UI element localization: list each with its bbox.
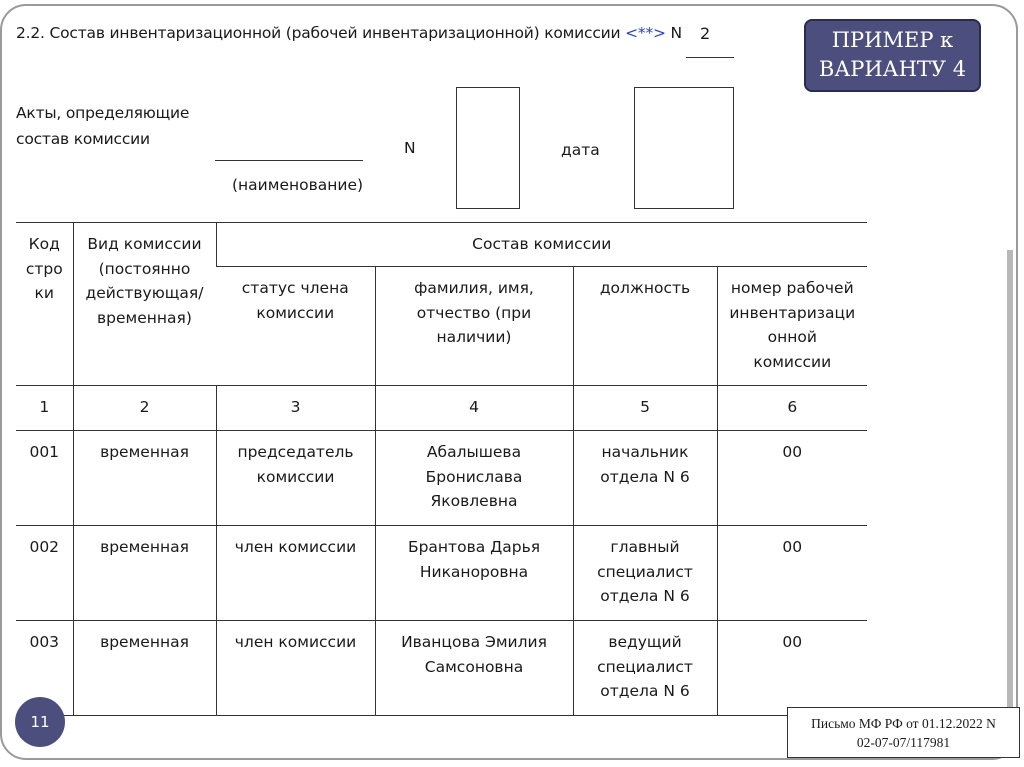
col-type-header: Вид комиссии (постоянно действующая/ временная) bbox=[73, 223, 216, 386]
example-badge-line1: ПРИМЕР к bbox=[831, 28, 954, 52]
row-workno: 00 bbox=[717, 621, 867, 716]
table-row bbox=[16, 431, 867, 526]
table-row bbox=[16, 621, 867, 716]
column-number: 2 bbox=[73, 386, 216, 431]
section-heading bbox=[16, 24, 682, 42]
col-status-header: статус члена комиссии bbox=[216, 267, 375, 386]
row-code: 001 bbox=[16, 431, 73, 526]
act-date-label: дата bbox=[561, 141, 600, 159]
act-name-caption: (наименование) bbox=[232, 176, 364, 194]
act-date-box bbox=[634, 87, 734, 209]
col-position-header: должность bbox=[573, 267, 717, 386]
row-position: начальник отдела N 6 bbox=[573, 431, 717, 526]
acts-label-line1: Акты, определяющие bbox=[16, 104, 190, 122]
column-number: 6 bbox=[717, 386, 867, 431]
row-fio: Иванцова Эмилия Самсоновна bbox=[375, 621, 573, 716]
column-number: 5 bbox=[573, 386, 717, 431]
row-workno: 00 bbox=[717, 526, 867, 621]
group-header-composition: Состав комиссии bbox=[216, 223, 867, 267]
col-code-header: Код стро ки bbox=[16, 223, 73, 386]
row-type: временная bbox=[73, 621, 216, 716]
table-header-row bbox=[16, 223, 867, 267]
act-number-box bbox=[456, 87, 520, 209]
act-name-underline bbox=[215, 160, 363, 161]
row-status: член комиссии bbox=[216, 621, 375, 716]
row-status: председатель комиссии bbox=[216, 431, 375, 526]
row-workno: 00 bbox=[717, 431, 867, 526]
row-fio: Брантова Дарья Никаноровна bbox=[375, 526, 573, 621]
column-number: 3 bbox=[216, 386, 375, 431]
act-number-label: N bbox=[404, 139, 416, 157]
slide-edge-bar bbox=[1007, 250, 1013, 720]
source-line2: 02-07-07/117981 bbox=[856, 735, 951, 750]
col-workno-header: номер рабочей инвентаризаци онной комиссии bbox=[717, 267, 867, 386]
slide-number-badge: 11 bbox=[15, 697, 65, 747]
row-position: главный специалист отдела N 6 bbox=[573, 526, 717, 621]
row-position: ведущий специалист отдела N 6 bbox=[573, 621, 717, 716]
example-badge-line2: ВАРИАНТУ 4 bbox=[818, 57, 967, 81]
commission-table bbox=[16, 222, 867, 716]
heading-number-label: N bbox=[665, 24, 682, 42]
column-number: 1 bbox=[16, 386, 73, 431]
footnote-mark: <**> bbox=[625, 24, 666, 42]
heading-text: 2.2. Состав инвентаризационной (рабочей инвентаризационной) комиссии bbox=[16, 24, 626, 42]
acts-label-line2: состав комиссии bbox=[16, 130, 150, 148]
column-number: 4 bbox=[375, 386, 573, 431]
commission-number-underline bbox=[686, 57, 734, 58]
row-type: временная bbox=[73, 526, 216, 621]
commission-number-value: 2 bbox=[700, 24, 711, 43]
row-code: 002 bbox=[16, 526, 73, 621]
row-fio: Абалышева Бронислава Яковлевна bbox=[375, 431, 573, 526]
source-line1: Письмо МФ РФ от 01.12.2022 N bbox=[811, 716, 996, 731]
column-number-row bbox=[16, 386, 867, 431]
table-row bbox=[16, 526, 867, 621]
example-badge bbox=[804, 19, 981, 92]
acts-label bbox=[16, 100, 216, 152]
col-fio-header: фамилия, имя, отчество (при наличии) bbox=[375, 267, 573, 386]
row-type: временная bbox=[73, 431, 216, 526]
row-code: 003 bbox=[16, 621, 73, 716]
source-reference bbox=[787, 707, 1020, 758]
row-status: член комиссии bbox=[216, 526, 375, 621]
